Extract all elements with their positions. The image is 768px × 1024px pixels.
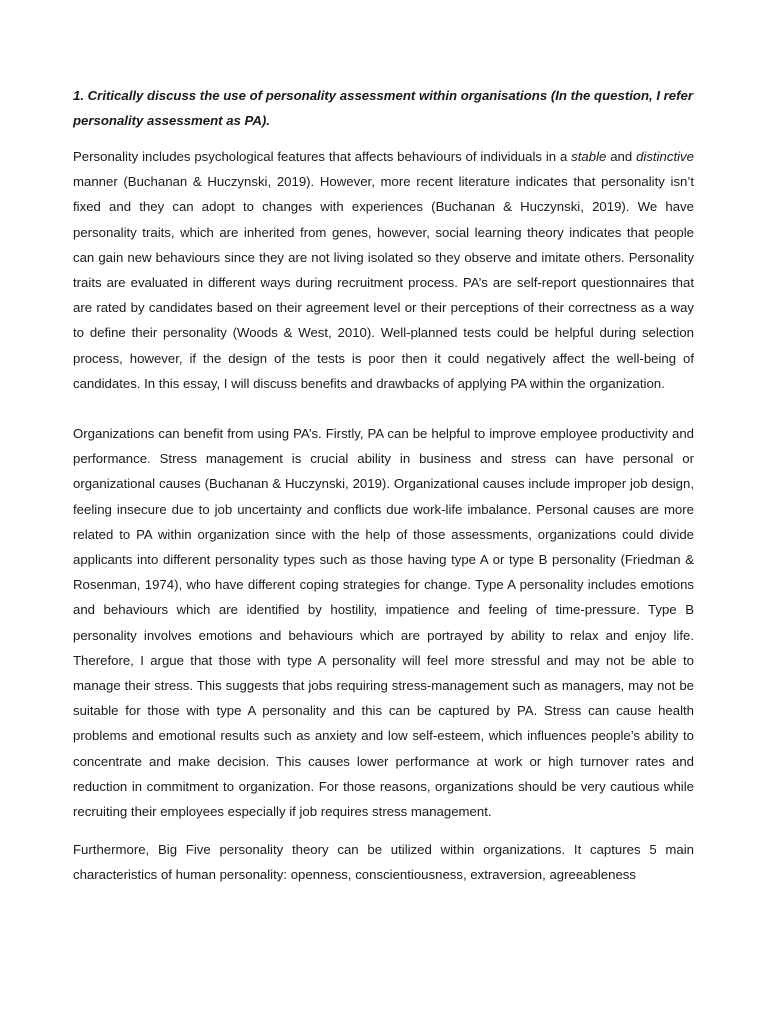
intro-text-between: and — [606, 149, 637, 164]
document-body — [73, 83, 694, 888]
intro-text-start: Personality includes psychological features that affects behaviours of individuals in a — [73, 149, 572, 164]
paragraph-big-five: Furthermore, Big Five personality theory can be utilized within organizations. It captures 5 main characteristics of human personality: openness, conscientiousness, extraversion, agreeableness — [73, 842, 694, 883]
stable-emphasis: stable — [571, 149, 607, 164]
distinctive-emphasis: distinctive — [636, 149, 694, 164]
intro-text-rest: manner (Buchanan & Huczynski, 2019). However, more recent literature indicates that personality isn’t fixed and they can adopt to changes with experiences (Buchanan & Huczynski, 2019). We have personality traits, which are inherited from genes, however, social learning theory indicates that people can gain new behaviours since they are not living isolated so they observe and imitate others. Personality traits are evaluated in different ways during recruitment process. PA’s are self-report questionnaires that are rated by candidates based on their agreement level or their perceptions of their correctness as a way to define their personality (Woods & West, 2010). Well-planned tests could be helpful during selection process, however, if the design of the tests is poor then it could negatively affect the well-being of candidates. In this essay, I will discuss benefits and drawbacks of applying PA within the organization. — [73, 174, 694, 391]
paragraph-benefits: Organizations can benefit from using PA’s. Firstly, PA can be helpful to improve employee productivity and performance. Stress management is crucial ability in business and stress can have personal or organizational causes (Buchanan & Huczynski, 2019). Organizational causes include improper job design, feeling insecure due to job uncertainty and conflicts due work-life imbalance. Personal causes are more related to PA within organization since with the help of those assessments, organizations could divide applicants into different personality types such as those having type A or type B personality (Friedman & Rosenman, 1974), who have different coping strategies for change. Type A personality includes emotions and behaviours which are identified by hostility, impatience and feeling of time-pressure. Type B personality involves emotions and behaviours which are portrayed by ability to relax and enjoy life. Therefore, I argue that those with type A personality will feel more stressful and may not be able to manage their stress. This suggests that jobs requiring stress-management such as managers, may not be suitable for those with type A personality and this can be captured by PA. Stress can cause health problems and emotional results such as anxiety and low self-esteem, which influences people’s ability to concentrate and make decision. This causes lower performance at work or high turnover rates and reduction in commitment to organization. For those reasons, organizations should be very cautious while recruiting their employees especially if job requires stress management. — [73, 426, 694, 820]
question-heading: 1. Critically discuss the use of personality assessment within organisations (In the question, I refer personality assessment as PA). — [73, 88, 693, 128]
paragraph-introduction — [73, 144, 694, 396]
